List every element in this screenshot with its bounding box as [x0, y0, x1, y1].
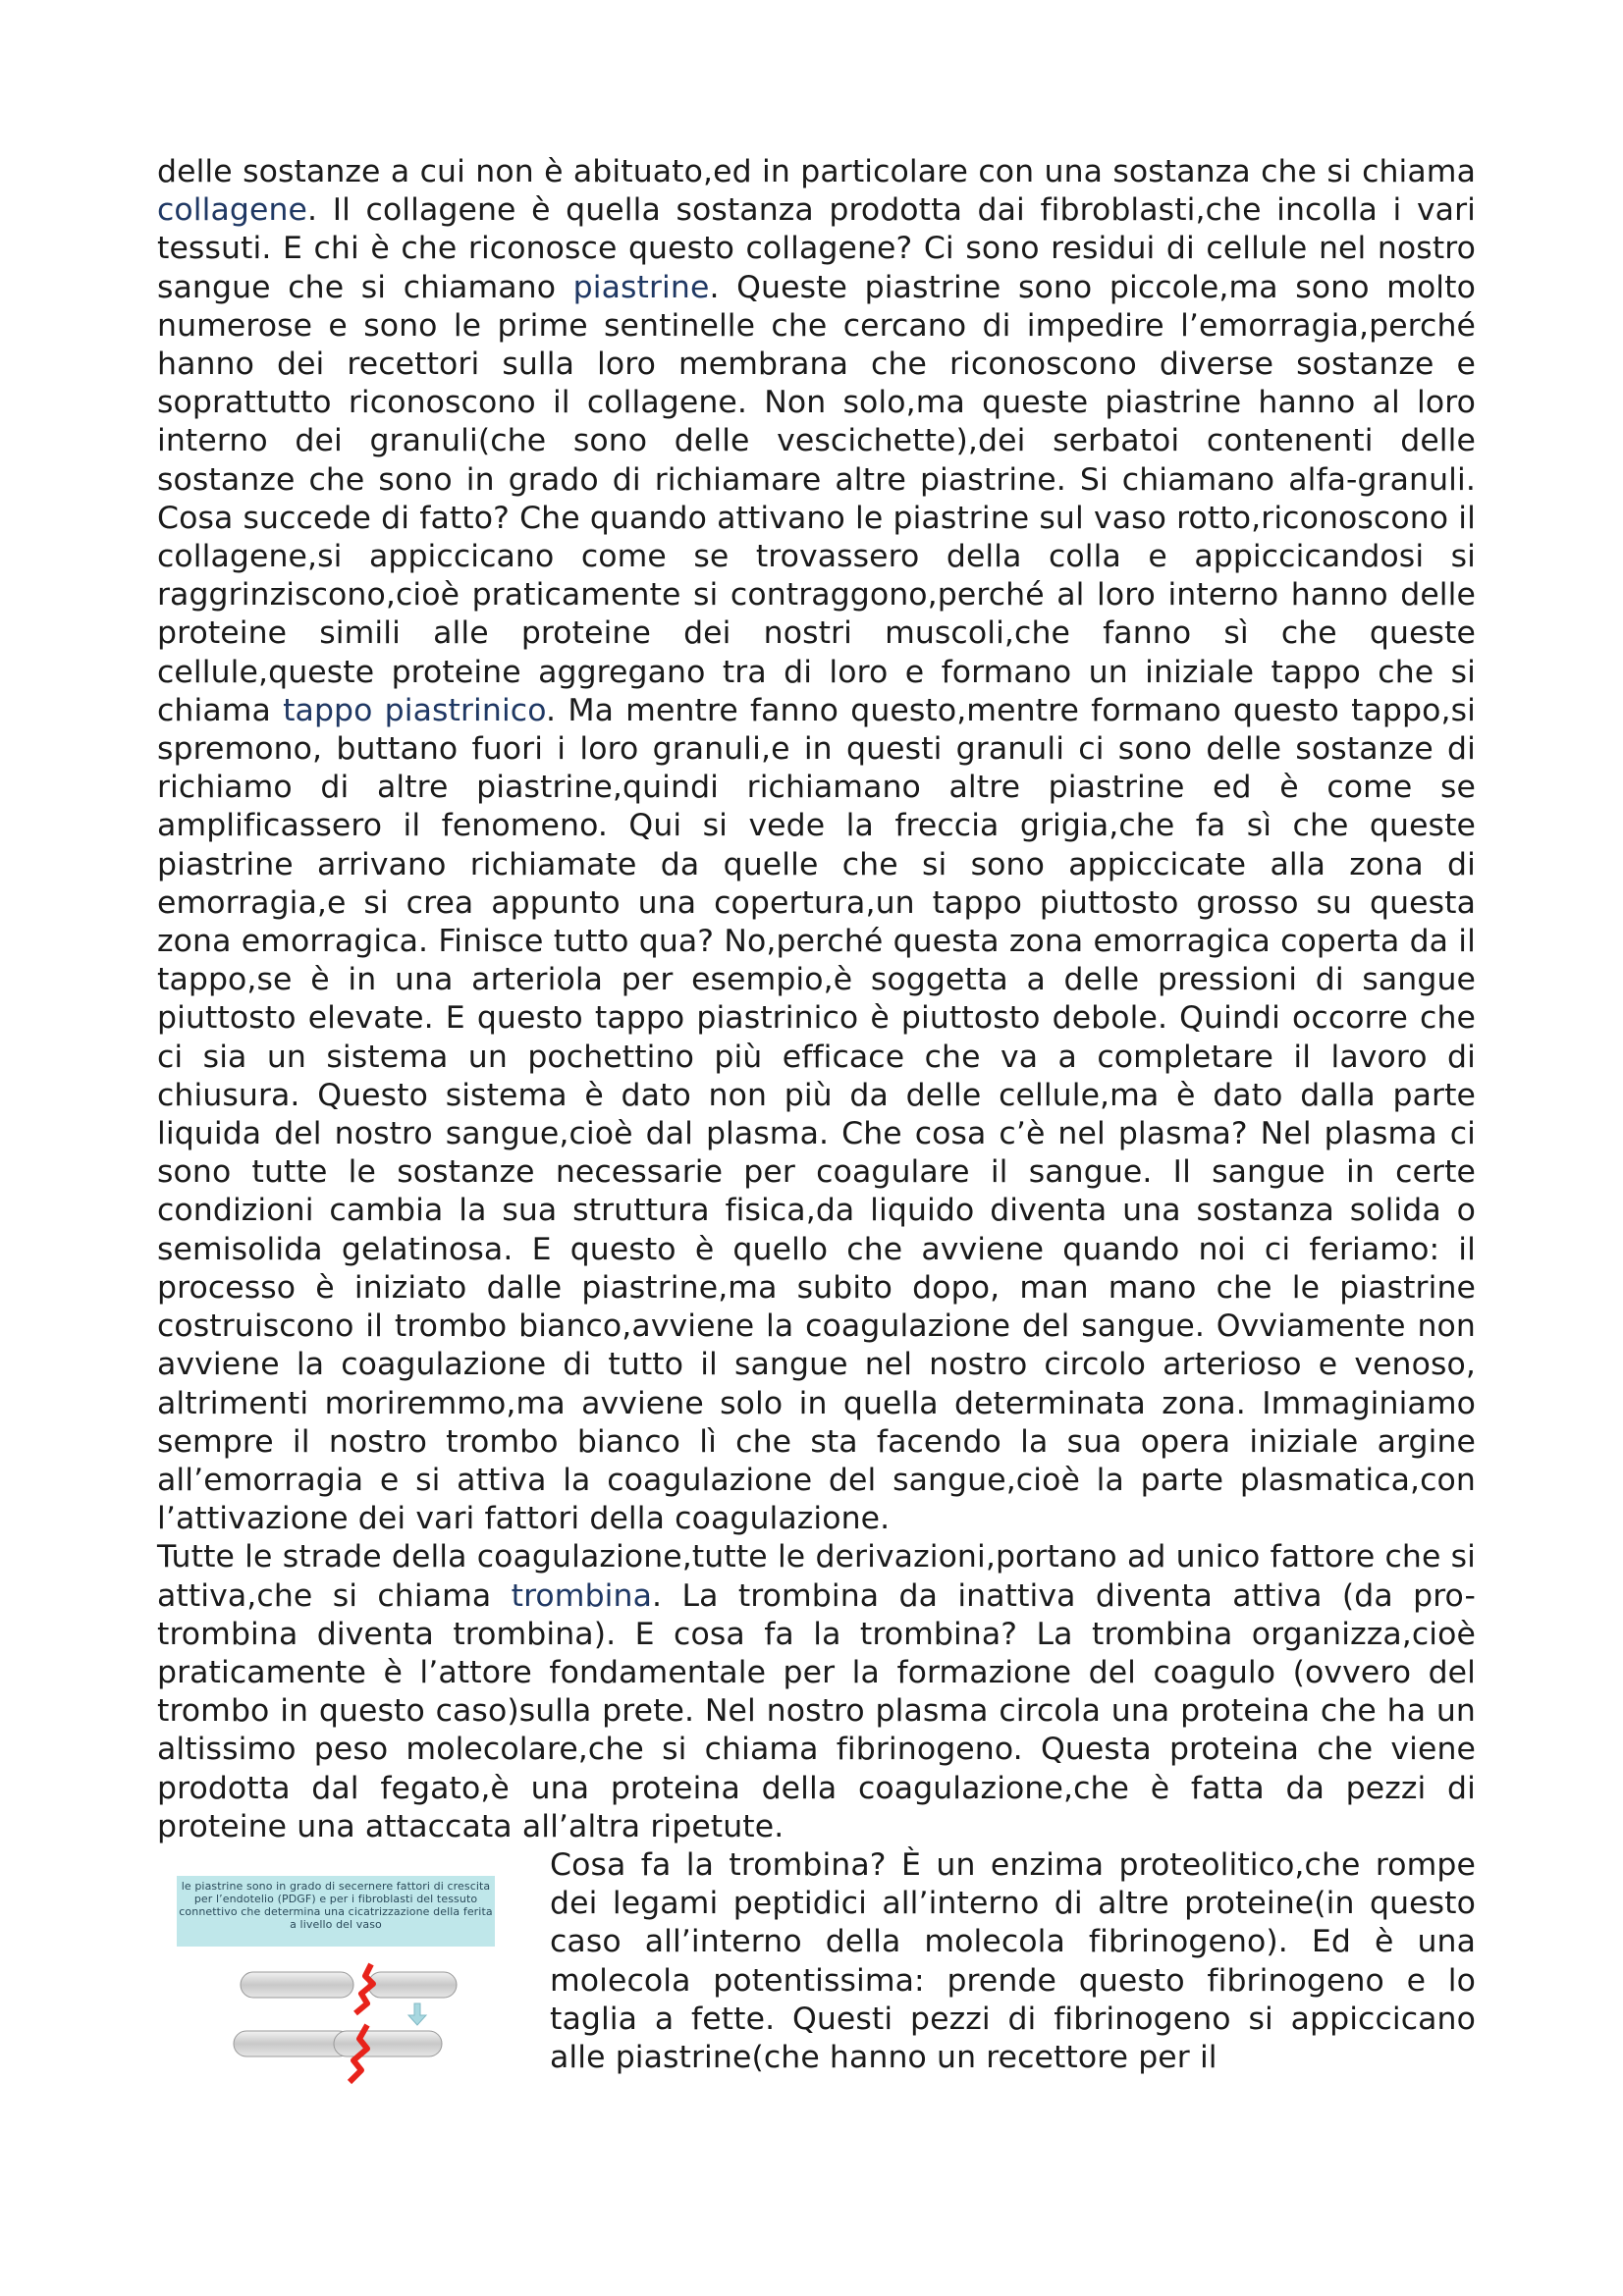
figure-block	[157, 1846, 1476, 2077]
figure-platelet-diagram	[157, 1846, 511, 2102]
vessel-segment	[241, 1972, 353, 1998]
paragraph-platelets	[157, 153, 1476, 1538]
text-run: delle sostanze a cui non è abituato,ed in particolare con una sostanza che si chiama	[157, 154, 1476, 189]
vessel-diagram	[157, 1846, 511, 2102]
wound-mark	[355, 1964, 373, 2013]
text-run: . Ma mentre fanno questo,mentre formano questo tappo,si spremono, buttano fuori i loro granuli,e in questi granuli ci sono delle sostanze di richiamo di altre piastrine,quindi richiamano altre piastrine ed è come se amplificassero il fenomeno. Qui si vede la freccia grigia,che fa sì che queste piastrine arrivano richiamate da quelle che si sono appiccicate alla zona di emorragia,e si crea appunto una copertura,un tappo piuttosto grosso su questa zona emorragica. Finisce tutto qua? No,perché questa zona emorragica coperta da il tappo,se è in una arteriola per esempio,è soggetta a delle pressioni di sangue piuttosto elevate. E questo tappo piastrinico è piuttosto debole. Quindi occorre che ci sia un sistema un pochettino più efficace che va a completare il lavoro di chiusura. Questo sistema è dato non più da delle cellule,ma è dato dalla parte liquida del nostro sangue,cioè dal plasma. Che cosa c’è nel plasma? Nel plasma ci sono tutte le sostanze necessarie per coagulare il sangue. Il sangue in certe condizioni cambia la sua struttura fisica,da liquido diventa una sostanza solida o semisolida gelatinosa. E questo è quello che avviene quando noi ci feriamo: il processo è iniziato dalle piastrine,ma subito dopo, man mano che le piastrine costruiscono il trombo bianco,avviene la coagulazione del sangue. Ovviamente non avviene la coagulazione di tutto il sangue nel nostro circolo arterioso e venoso, altrimenti moriremmo,ma avviene solo in quella determinata zona. Immaginiamo sempre il nostro trombo bianco lì che sta facendo la sua opera iniziale argine all’emorragia e si attiva la coagulazione del sangue,cioè la parte plasmatica,con l’attivazione dei vari fattori della coagulazione.	[157, 692, 1476, 1537]
text-run: . Queste piastrine sono piccole,ma sono molto numerose e sono le prime sentinelle che cercano di impedire l’emorragia,perché hanno dei recettori sulla loro membrana che riconoscono diverse sostanze e soprattutto riconoscono il collagene. Non solo,ma queste piastrine hanno al loro interno dei granuli(che sono delle vescichette),dei serbatoi contenenti delle sostanze che sono in grado di richiamare altre piastrine. Si chiamano alfa-granuli. Cosa succede di fatto? Che quando attivano le piastrine sul vaso rotto,riconoscono il collagene,si appiccicano come se trovassero della colla e appiccicandosi si raggrinziscono,cioè praticamente si contraggono,perché al loro interno hanno delle proteine simili alle proteine dei nostri muscoli,che fanno sì che queste cellule,queste proteine aggregano tra di loro e formano un iniziale tappo che si chiama	[157, 269, 1476, 728]
keyword-piastrine: piastrine	[572, 269, 710, 305]
paragraph-coagulation	[157, 1538, 1476, 1846]
text-run: . La trombina da inattiva diventa attiva (da pro-trombina diventa trombina). E cosa fa la trombina? La trombina organizza,cioè praticamente è l’attore fondamentale per la formazione del coagulo (ovvero del trombo in questo caso)sulla prete. Nel nostro plasma circola una proteina che ha un altissimo peso molecolare,che si chiama fibrinogeno. Questa proteina che viene prodotta dal fegato,è una proteina della coagulazione,che è fatta da pezzi di proteine una attaccata all’altra ripetute.	[157, 1577, 1476, 1844]
keyword-tappo-piastrinico: tappo piastrinico	[283, 692, 547, 728]
figure-caption: le piastrine sono in grado di secernere fattori di crescita per l’endotelio (PDGF) e per i fibroblasti del tessuto connettivo che determina una cicatrizzazione della ferita a livello del vaso	[177, 1876, 495, 1947]
vessel-segment	[334, 2031, 442, 2056]
paragraph-trombina: Cosa fa la trombina? È un enzima proteolitico,che rompe dei legami peptidici all’interno di altre proteine(in questo caso all’interno della molecola fibrinogeno). Ed è una molecola potentissima: prende questo fibrinogeno e lo taglia a fette. Questi pezzi di fibrinogeno si appiccicano alle piastrine(che hanno un recettore per il	[550, 1846, 1476, 2075]
vessel-segment	[368, 1972, 457, 1998]
keyword-collagene: collagene	[157, 192, 308, 229]
arrow-down-icon	[408, 2003, 426, 2025]
document-page	[157, 153, 1476, 2102]
text-run: Tutte le strade della coagulazione,tutte le derivazioni,portano ad unico fattore che si attiva,che si chiama	[157, 1539, 1476, 1614]
keyword-trombina: trombina	[511, 1577, 653, 1614]
text-run: . Il collagene è quella sostanza prodotta dai fibroblasti,che incolla i vari tessuti. E chi è che riconosce questo collagene? Ci sono residui di cellule nel nostro sangue che si chiamano	[157, 192, 1476, 305]
